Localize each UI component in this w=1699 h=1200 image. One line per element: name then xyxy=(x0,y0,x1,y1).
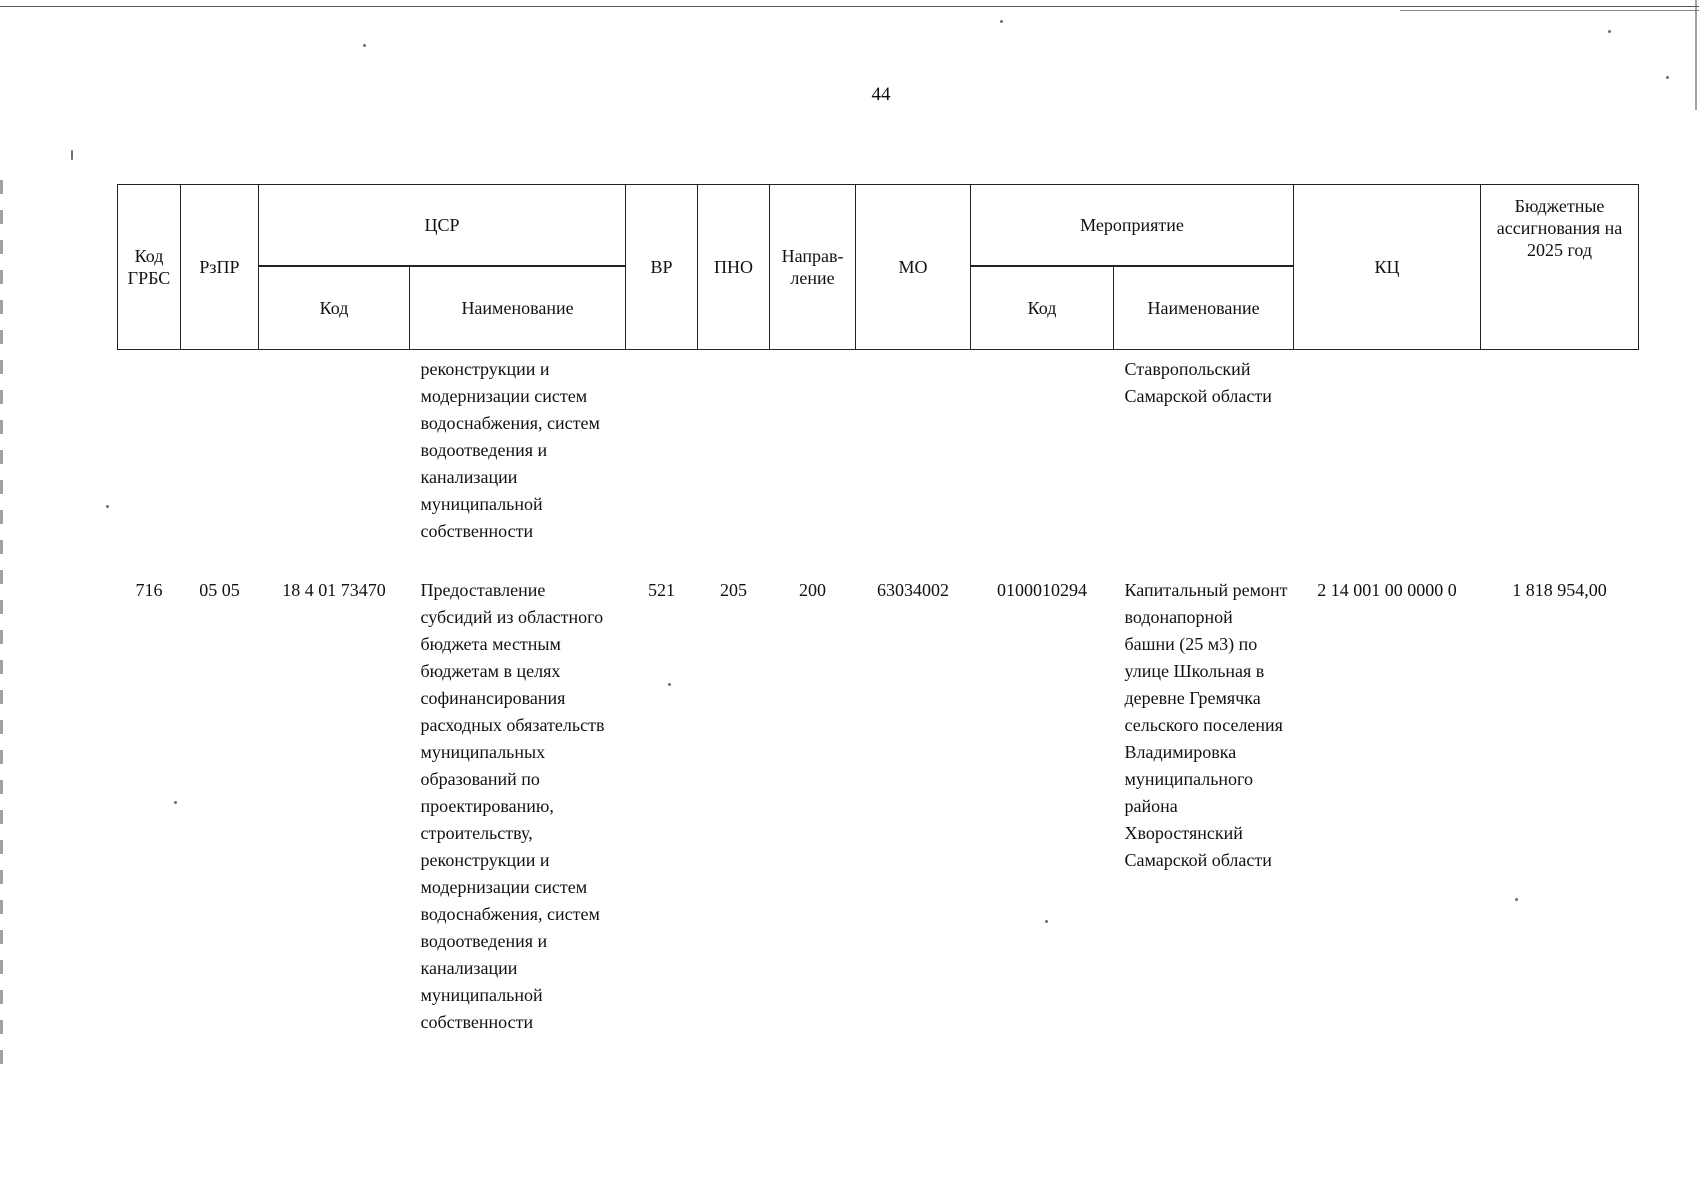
table-row xyxy=(118,350,1639,572)
scan-edge-marks xyxy=(0,180,3,1080)
cell-event-kod xyxy=(971,350,1114,572)
cell-kod-grbs xyxy=(118,350,181,572)
cell-rzpr: 05 05 xyxy=(199,580,240,600)
header-csr-kod: Код xyxy=(259,266,410,350)
header-event: Мероприятие xyxy=(971,185,1294,267)
header-direction: Направ-ление xyxy=(770,185,856,350)
scan-speck xyxy=(1000,20,1003,23)
cell-csr-name: Предоставление субсидий из областного бюджета местным бюджетам в целях софинансирования расходных обязательств муниципальных образований по проектированию, строительству, реконструкции и модернизации систем водоснабжения, систем водоотведения и канализации муниципальной собственности xyxy=(420,580,605,1032)
cell-csr-kod xyxy=(259,350,410,572)
cell-kc xyxy=(1294,350,1481,572)
header-event-kod: Код xyxy=(971,266,1114,350)
cell-direction: 200 xyxy=(799,580,827,600)
header-budget: Бюджетные ассигнования на 2025 год xyxy=(1481,185,1639,350)
scan-speck xyxy=(1666,76,1669,79)
cell-pno: 205 xyxy=(720,580,748,600)
header-csr: ЦСР xyxy=(259,185,626,267)
page-number: 44 xyxy=(871,84,891,105)
table-row xyxy=(118,571,1639,1036)
header-csr-name: Наименование xyxy=(410,266,626,350)
cell-vr: 521 xyxy=(648,580,676,600)
header-vr: ВР xyxy=(626,185,698,350)
header-rzpr: РзПР xyxy=(181,185,259,350)
cell-csr-kod: 18 4 01 73470 xyxy=(282,580,386,600)
scan-speck xyxy=(363,44,366,47)
cell-mo: 63034002 xyxy=(877,580,950,600)
cell-event-name: Капитальный ремонт водонапорной башни (25 м3) по улице Школьная в деревне Гремячка сельского поселения Владимировка муниципального района Хворостянский Самарской области xyxy=(1124,580,1288,870)
scan-speck xyxy=(1608,30,1611,33)
header-kod-grbs: Код ГРБС xyxy=(118,185,181,350)
cell-kod-grbs: 716 xyxy=(135,580,163,600)
header-event-name: Наименование xyxy=(1114,266,1294,350)
cell-event-name: Ставропольский Самарской области xyxy=(1124,359,1272,406)
cell-rzpr xyxy=(181,350,259,572)
cell-mo xyxy=(856,350,971,572)
cell-event-kod: 0100010294 xyxy=(997,580,1088,600)
cell-vr xyxy=(626,350,698,572)
header-kc: КЦ xyxy=(1294,185,1481,350)
scan-speck xyxy=(106,505,109,508)
header-mo: МО xyxy=(856,185,971,350)
cell-pno xyxy=(698,350,770,572)
cell-csr-name: реконструкции и модернизации систем водоснабжения, систем водоотведения и канализации муниципальной собственности xyxy=(420,359,600,541)
cell-budget xyxy=(1481,350,1639,572)
cell-kc: 2 14 001 00 0000 0 xyxy=(1317,580,1457,600)
scan-speck xyxy=(71,150,73,160)
cell-budget: 1 818 954,00 xyxy=(1512,580,1607,600)
top-border-line xyxy=(0,6,1699,7)
header-pno: ПНО xyxy=(698,185,770,350)
budget-table xyxy=(117,184,1639,1036)
cell-direction xyxy=(770,350,856,572)
top-border-line-secondary xyxy=(1400,10,1699,11)
